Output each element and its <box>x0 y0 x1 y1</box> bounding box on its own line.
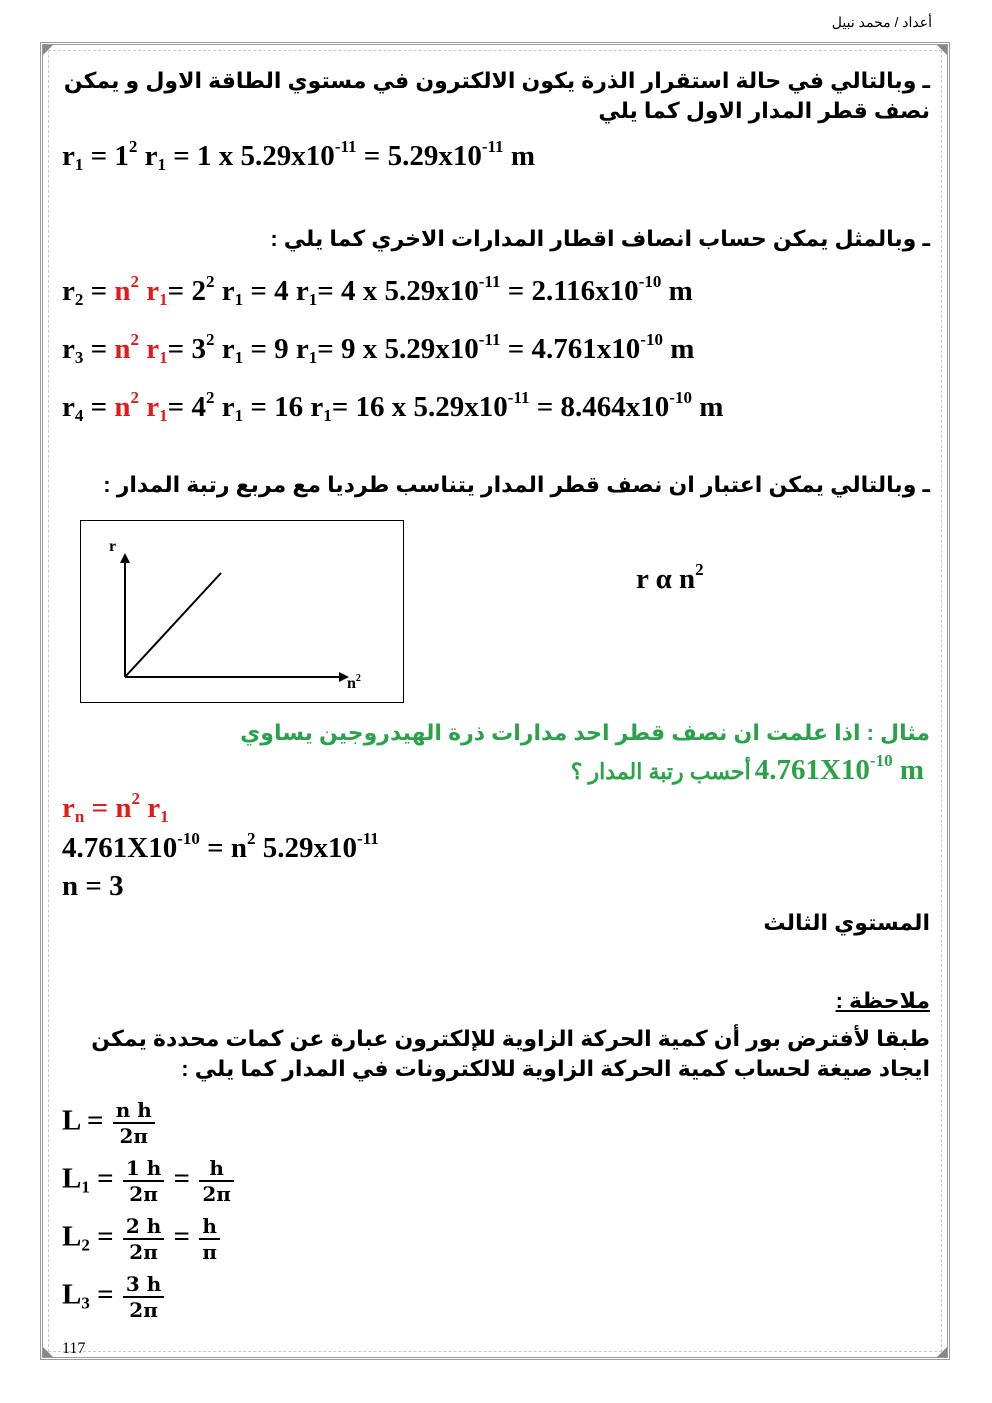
equation-r4: $r_4 = n^2$ $r_1= 4^2$ $r_1 = 16$ $r_1= 16$ x $5.29x10^{-11} = 8.464x10^{-10}$ m <box>62 388 724 425</box>
example-line2 <box>500 751 924 787</box>
y-axis-label: r <box>109 538 117 555</box>
note-text: طبقا لأفترض بور أن كمية الحركة الزاوية للإلكترون عبارة عن كمات محددة يمكن ايجاد صيغة لحساب كمية الحركة الزاوية للالكترونات في المدار كما يلي : <box>91 1026 930 1081</box>
formula-L1: $L_1$ = $\frac{1 h}{2\pi}$ = $\frac{h}{2\pi}$ <box>62 1156 236 1206</box>
solution-line2: $4.761X10^{-10} = n^2$ $5.29x10^{-11}$ <box>62 829 379 864</box>
fraction: $\frac{3 h}{2\pi}$ <box>123 1272 164 1322</box>
author-header: أعداد / محمد نبيل <box>831 14 932 30</box>
formula-L: L = $\frac{\text{n h}}{2\pi}$ <box>62 1098 157 1148</box>
example-line1: مثال : اذا علمت ان نصف قطر احد مدارات ذرة الهيدروجين يساوي <box>240 720 930 745</box>
corner-ornament <box>43 45 53 55</box>
solution-line1: $r_n = n^2$ $r_1$ <box>62 789 169 826</box>
solution-answer: المستوي الثالث <box>763 910 930 935</box>
fraction: $\frac{h}{\pi}$ <box>199 1214 220 1264</box>
y-axis-arrow <box>120 553 130 563</box>
corner-ornament <box>43 1347 53 1357</box>
fraction: $\frac{1 h}{2\pi}$ <box>123 1156 164 1206</box>
corner-ornament <box>937 1347 947 1357</box>
page-number: 117 <box>62 1340 86 1357</box>
fraction: $\frac{2 h}{2\pi}$ <box>123 1214 164 1264</box>
linear-line <box>125 573 221 677</box>
example-question: أحسب رتبة المدار ؟ <box>570 759 751 784</box>
formula-L3: $L_3$ = $\frac{3 h}{2\pi}$ <box>62 1272 166 1322</box>
equation-r3: $r_3 = n^2$ $r_1= 3^2$ $r_1 = 9$ $r_1= 9$ x $5.29x10^{-11} = 4.761x10^{-10}$ m <box>62 330 695 367</box>
fraction: $\frac{\text{n h}}{2\pi}$ <box>113 1098 155 1148</box>
equation-r2: $r_2 = n^2$ $r_1= 2^2$ $r_1 = 4$ $r_1= 4$ x $5.29x10^{-11} = 2.116x10^{-10}$ m <box>62 272 693 309</box>
proportionality-graph <box>80 520 404 703</box>
similar-text: ـ وبالمثل يمكن حساب انصاف اقطار المدارات الاخري كما يلي : <box>270 226 930 251</box>
fraction: $\frac{h}{2\pi}$ <box>199 1156 234 1206</box>
x-axis-label: $n^2$ <box>347 673 361 692</box>
solution-line3: n = 3 <box>62 870 124 902</box>
equation-r1: $r_1 = 1^2$ $r_1 = 1$ x $5.29x10^{-11} = 5.29x10^{-11}$ m <box>62 137 535 174</box>
relation-r-alpha-n2: r α $n^2$ <box>636 560 704 595</box>
proportional-text: ـ وبالتالي يمكن اعتبار ان نصف قطر المدار يتناسب طرديا مع مربع رتبة المدار : <box>103 472 930 497</box>
corner-ornament <box>937 45 947 55</box>
formula-L2: $L_2$ = $\frac{2 h}{2\pi}$ = $\frac{h}{\pi}$ <box>62 1214 222 1264</box>
graph-svg <box>81 521 402 701</box>
example-value: $4.761X10^{-10}$ m <box>754 751 924 786</box>
note-title: ملاحظة : <box>835 988 930 1013</box>
intro-text: ـ وبالتالي في حالة استقرار الذرة يكون الالكترون في مستوي الطاقة الاول و يمكن نصف قطر المدار الاول كما يلي <box>63 68 930 123</box>
